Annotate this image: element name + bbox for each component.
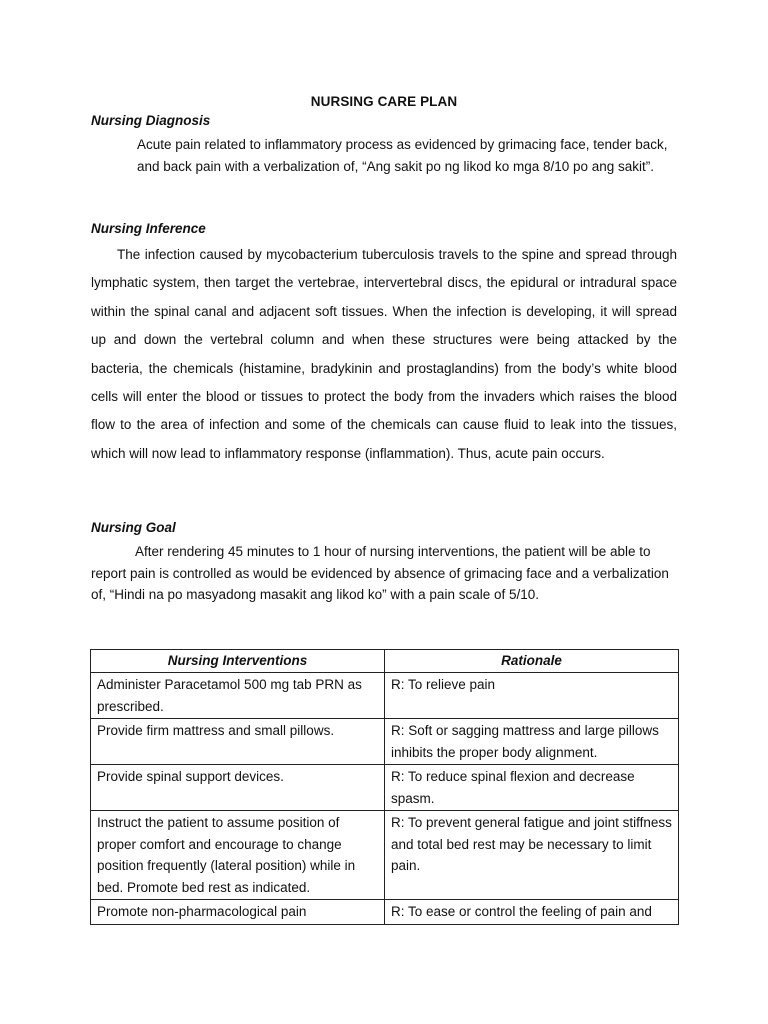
document-title: NURSING CARE PLAN <box>310 94 458 109</box>
nursing-goal-text: After rendering 45 minutes to 1 hour of nursing interventions, the patient will be able to report pain is controlled as would be evidenced by absence of grimacing face and a verbalization of, “Hindi na po masyadong masakit ang likod ko” with a pain scale of 5/10. <box>91 544 669 602</box>
rationale-cell: R: To prevent general fatigue and joint stiffness and total bed rest may be necessary to limit pain. <box>385 811 679 900</box>
rationale-cell: R: Soft or sagging mattress and large pillows inhibits the proper body alignment. <box>385 719 679 765</box>
nursing-goal-heading: Nursing Goal <box>91 520 176 535</box>
table-header-row <box>91 650 679 673</box>
table-row <box>91 673 679 719</box>
table-row <box>91 811 679 900</box>
rationale-cell: R: To ease or control the feeling of pain and <box>385 900 679 925</box>
nursing-diagnosis-heading: Nursing Diagnosis <box>91 113 211 128</box>
rationale-cell: R: To reduce spinal flexion and decrease spasm. <box>385 765 679 811</box>
interventions-column-header: Nursing Interventions <box>91 650 385 673</box>
intervention-cell: Promote non-pharmacological pain <box>91 900 385 925</box>
intervention-cell: Provide firm mattress and small pillows. <box>91 719 385 765</box>
rationale-column-header: Rationale <box>385 650 679 673</box>
nursing-inference-text: The infection caused by mycobacterium tuberculosis travels to the spine and spread through lymphatic system, then target the vertebrae, intervertebral discs, the epidural or intradural space within the spinal canal and adjacent soft tissues. When the infection is developing, it will spread up and down the vertebral column and when these structures were being attacked by the bacteria, the chemicals (histamine, bradykinin and prostaglandins) from the body’s white blood cells will enter the blood or tissues to protect the body from the invaders which raises the blood flow to the area of infection and some of the chemicals can cause fluid to leak into the tissues, which will now lead to inflammatory response (inflammation). Thus, acute pain occurs. <box>91 247 677 461</box>
nursing-diagnosis-text: Acute pain related to inflammatory process as evidenced by grimacing face, tender back, and back pain with a verbalization of, “Ang sakit po ng likod ko mga 8/10 po ang sakit”. <box>137 137 668 174</box>
nursing-inference-heading: Nursing Inference <box>91 221 206 236</box>
rationale-cell: R: To relieve pain <box>385 673 679 719</box>
care-plan-table <box>90 649 679 925</box>
table-row <box>91 765 679 811</box>
table-row <box>91 900 679 925</box>
intervention-cell: Administer Paracetamol 500 mg tab PRN as prescribed. <box>91 673 385 719</box>
table-row <box>91 719 679 765</box>
intervention-cell: Provide spinal support devices. <box>91 765 385 811</box>
intervention-cell: Instruct the patient to assume position of proper comfort and encourage to change position frequently (lateral position) while in bed. Promote bed rest as indicated. <box>91 811 385 900</box>
